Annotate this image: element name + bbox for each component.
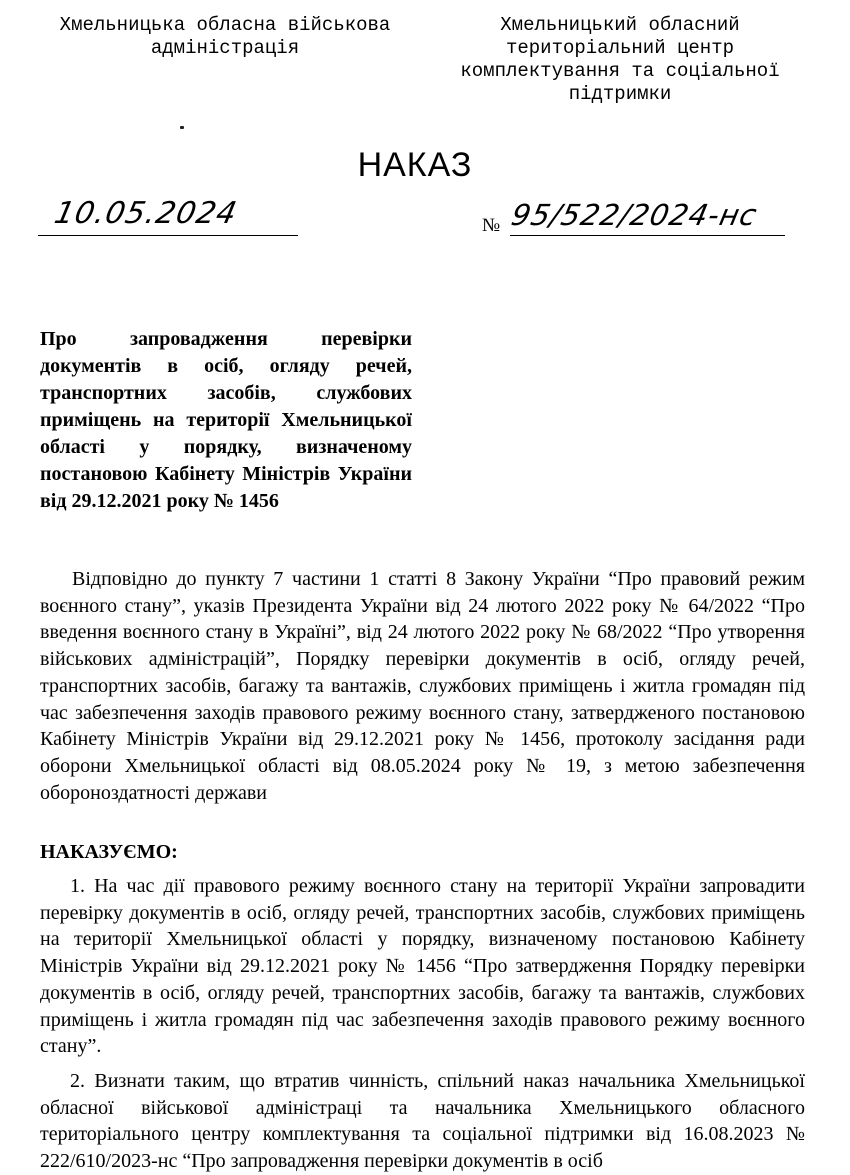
decree-item-2: 2. Визнати таким, що втратив чинність, спільний наказ начальника Хмельницької обласної військової адміністраці та начальника Хмельницького обласного територіального центру комплектування та соціальної підтримки від 16.08.2023 № 222/610/2023-нс “Про запровадження перевірки документів в осіб [40,1070,805,1173]
issuer-left-line-1: Хмельницька обласна військова [59,14,391,36]
issuer-right-line-4: підтримки [568,83,672,105]
issuer-left-header [40,14,410,60]
preamble-paragraph: Відповідно до пункту 7 частини 1 статті 8 Закону України “Про правовий режим воєнного стану”, указів Президента України від 24 лютого 2022 року № 64/2022 “Про введення воєнного стану в Україні”, від 24 лютого 2022 року № 68/2022 “Про утворення військових адміністрацій”, Порядку перевірки документів в осіб, огляду речей, транспортних засобів, багажу та вантажів, службових приміщень і житла громадян під час забезпечення заходів правового режиму воєнного стану, затвердженого постановою Кабінету Міністрів України від 29.12.2021 року № 1456, протоколу засідання ради оборони Хмельницької області від 08.05.2024 року № 19, з метою забезпечення обороноздатності держави [40,568,805,804]
order-subject: Про запровадження перевірки документів в осіб, огляду речей, транспортних засобів, службових приміщень на території Хмельницької області у порядку, визначеному постановою Кабінету Міністрів України від 29.12.2021 року № 1456 [40,328,412,512]
number-underline [510,235,785,236]
decree-item-1: 1. На час дії правового режиму воєнного стану на території України запровадити перевірку документів в осіб, огляду речей, транспортних засобів, службових приміщень на території Хмельницької області у порядку, визначеному постановою Кабінету Міністрів України від 29.12.2021 року № 1456 “Про затвердження Порядку перевірки документів в осіб, огляду речей, транспортних засобів, багажу та вантажів, службових приміщень і житла громадян під час забезпечення заходів правового режиму воєнного стану”. [40,875,805,1058]
decree-heading: НАКАЗУЄМО: [40,841,178,863]
document-title: НАКАЗ [357,146,473,184]
handwritten-order-number: 95/522/2024-нс [508,198,761,232]
issuer-right-line-2: територіальний центр [505,37,735,59]
issuer-right-header [435,14,805,106]
date-underline [38,235,298,236]
issuer-left-line-2: адміністрація [150,37,300,59]
issuer-right-line-3: комплектування та соціальної [460,60,780,82]
number-sign: № [482,215,501,236]
scan-speck [180,126,184,129]
handwritten-date: 10.05.2024 [51,196,241,231]
issuer-right-line-1: Хмельницький обласний [500,14,740,36]
